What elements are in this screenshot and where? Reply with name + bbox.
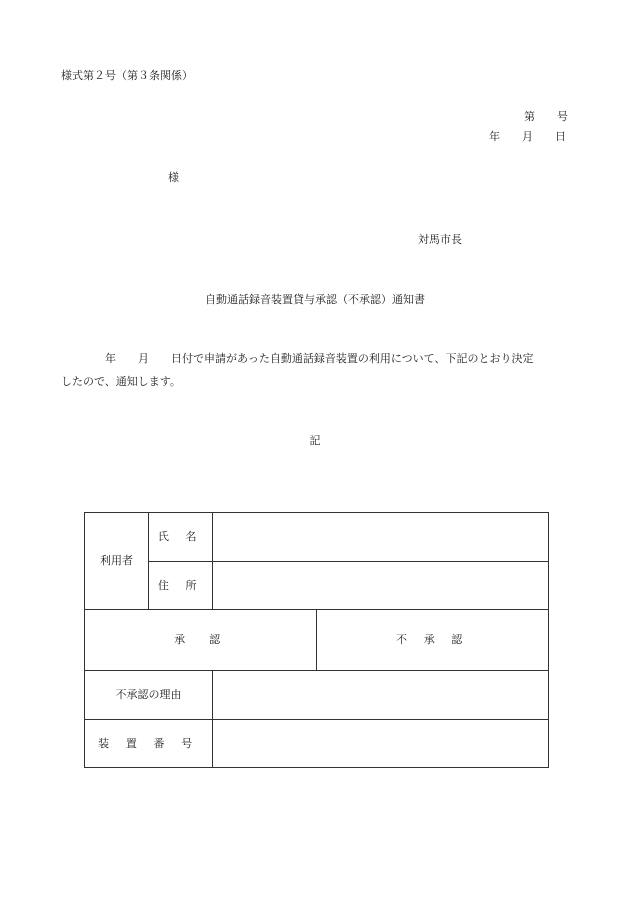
form-number-label: 様式第２号（第３条関係）: [61, 69, 193, 82]
approve-label: 承 認: [174, 633, 227, 646]
device-number-label-text: 装 置 番 号: [98, 736, 199, 750]
body-text-line-2: したので、通知します。: [61, 375, 181, 388]
issuer-name: 対馬市長: [418, 233, 462, 246]
approve-cell[interactable]: [85, 610, 317, 671]
address-field[interactable]: [213, 562, 549, 610]
document-number-line: 第 号: [524, 110, 568, 123]
disapprove-cell[interactable]: [317, 610, 549, 671]
notice-table: [84, 512, 549, 768]
address-label: [149, 562, 213, 610]
reason-field[interactable]: [213, 671, 549, 720]
document-title: 自動通話録音装置貸与承認（不承認）通知書: [205, 293, 425, 306]
ki-heading: 記: [309, 434, 321, 447]
body-text-line-1: 年 月 日付で申請があった自動通話録音装置の利用について、下記のとおり決定: [61, 352, 534, 365]
addressee-honorific: 様: [168, 171, 179, 184]
name-label-text: 氏 名: [157, 530, 204, 543]
disapprove-label: 不 承 認: [396, 633, 469, 646]
reason-label: 不承認の理由: [85, 671, 213, 720]
device-number-field[interactable]: [213, 720, 549, 768]
address-label-text: 住 所: [157, 578, 204, 592]
document-date-line: 年 月 日: [489, 130, 566, 143]
device-number-label: [85, 720, 213, 768]
name-label: [149, 513, 213, 562]
name-field[interactable]: [213, 513, 549, 562]
user-label: 利用者: [85, 513, 149, 610]
